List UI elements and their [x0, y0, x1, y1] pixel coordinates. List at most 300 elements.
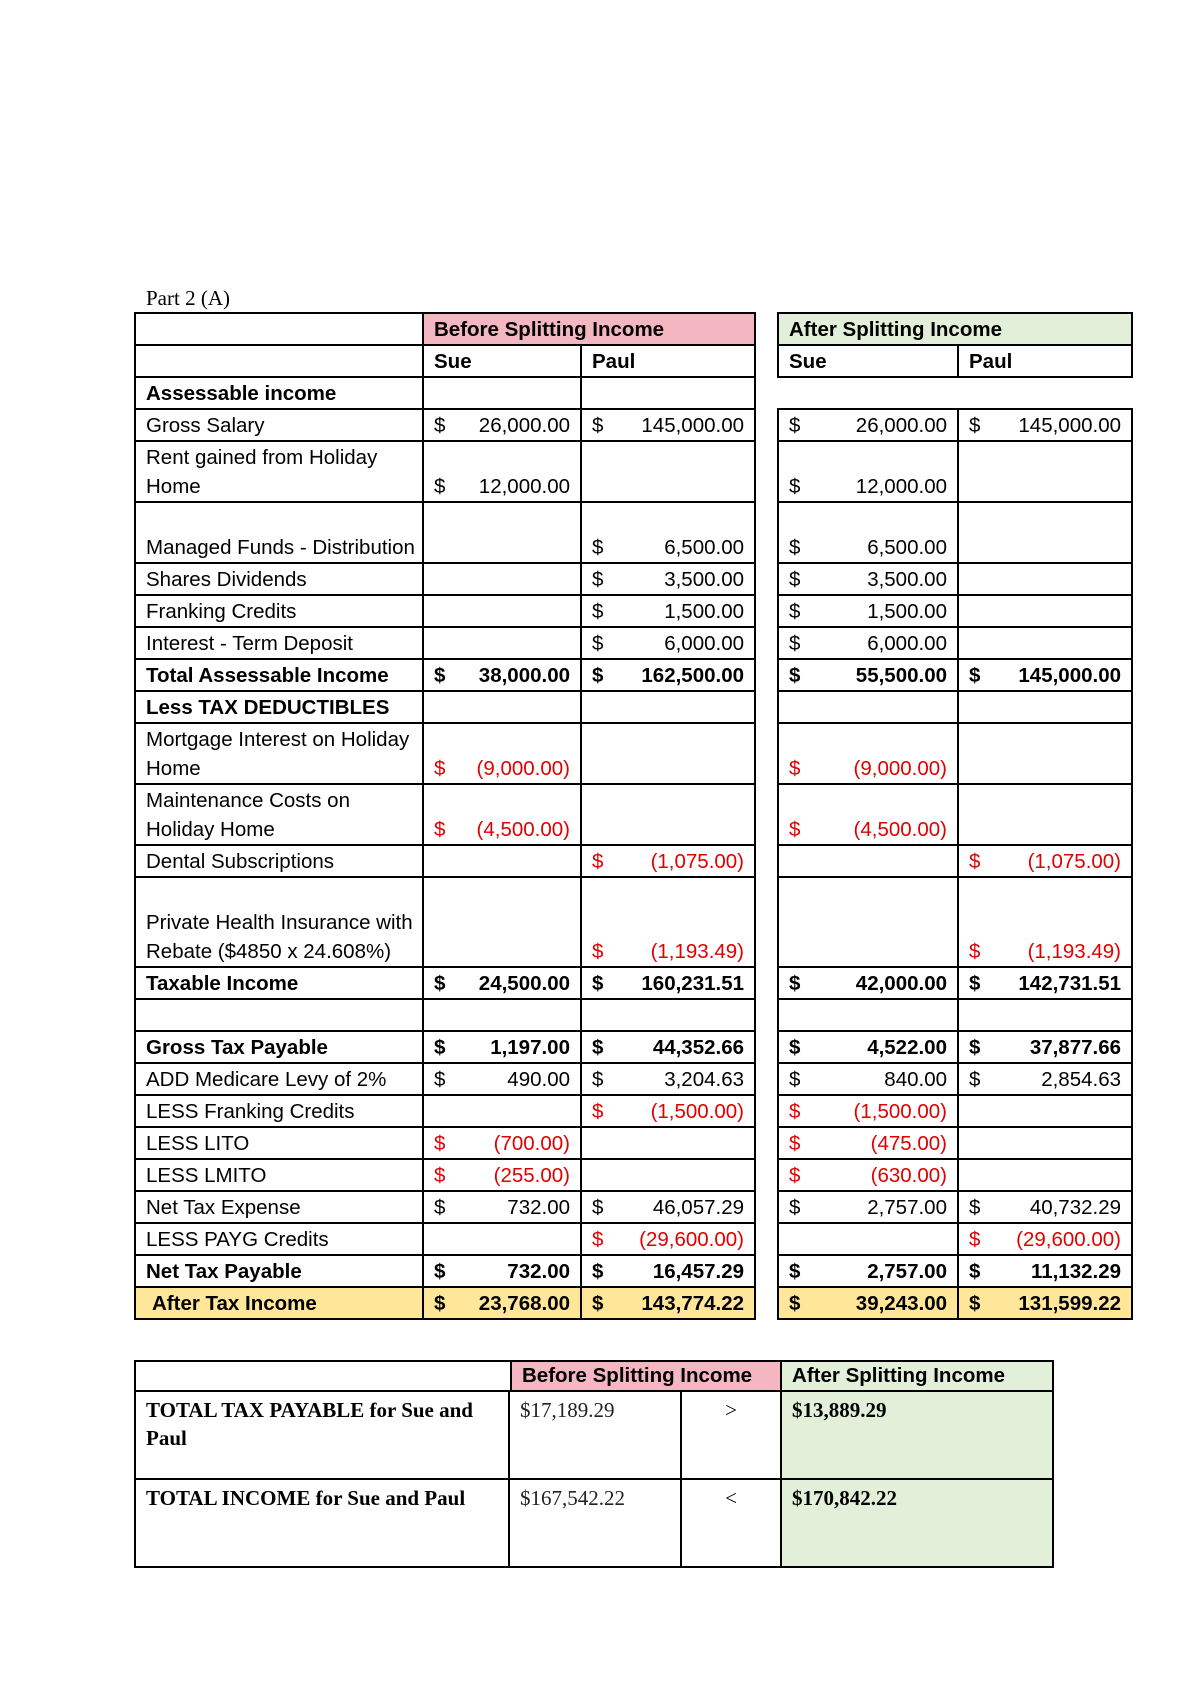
- row-label: Assessable income: [135, 377, 423, 409]
- currency-symbol: $: [789, 600, 801, 623]
- amount-value: 46,057.29: [652, 1196, 745, 1219]
- before-paul-value: [581, 1159, 755, 1191]
- amount-value: 3,500.00: [867, 568, 947, 591]
- table-row: [778, 377, 1132, 409]
- currency-symbol: $: [789, 568, 801, 591]
- currency-symbol: $: [592, 536, 604, 559]
- table-row: [135, 845, 755, 877]
- amount-value: (4,500.00): [853, 818, 947, 841]
- row-label: Rent gained from Holiday Home: [135, 441, 423, 502]
- amount-value: 490.00: [507, 1068, 570, 1091]
- amount-value: 55,500.00: [855, 664, 947, 687]
- table-row: [135, 723, 755, 784]
- after-paul-value: [958, 691, 1132, 723]
- amount-value: (1,193.49): [1027, 940, 1122, 963]
- table-row: [778, 1287, 1132, 1319]
- table-row: [135, 877, 755, 967]
- row-label: Maintenance Costs on Holiday Home: [135, 784, 423, 845]
- table-row: [135, 377, 755, 409]
- currency-symbol: $: [789, 475, 801, 498]
- currency-symbol: $: [434, 1292, 446, 1315]
- amount-value: 3,204.63: [664, 1068, 745, 1091]
- currency-symbol: $: [592, 972, 604, 995]
- table-row: [778, 1127, 1132, 1159]
- corner-cell: [135, 313, 423, 345]
- currency-symbol: $: [434, 1196, 446, 1219]
- table-row: [135, 1063, 755, 1095]
- currency-symbol: $: [969, 1292, 981, 1315]
- table-row: [778, 1095, 1132, 1127]
- before-paul-value: [581, 563, 755, 595]
- table-row: [135, 409, 755, 441]
- currency-symbol: $: [592, 600, 604, 623]
- currency-symbol: $: [969, 664, 981, 687]
- before-paul-value: [581, 1063, 755, 1095]
- amount-value: 131,599.22: [1018, 1292, 1122, 1315]
- after-sue-value: [778, 659, 958, 691]
- row-label: Less TAX DEDUCTIBLES: [135, 691, 423, 723]
- before-paul-value: [581, 595, 755, 627]
- after-paul-value: [958, 1223, 1132, 1255]
- amount-value: (29,600.00): [639, 1228, 745, 1251]
- currency-symbol: $: [789, 1260, 801, 1283]
- table-row: [135, 659, 755, 691]
- currency-symbol: $: [969, 1260, 981, 1283]
- before-paul-value: [581, 999, 755, 1031]
- before-sue-value: [423, 1287, 581, 1319]
- before-sue-value: [423, 1255, 581, 1287]
- part-title: Part 2 (A): [146, 286, 230, 310]
- amount-value: (9,000.00): [476, 757, 570, 780]
- currency-symbol: $: [592, 1292, 604, 1315]
- amount-value: (1,075.00): [650, 850, 745, 873]
- amount-value: (255.00): [493, 1164, 570, 1187]
- row-label: Interest - Term Deposit: [135, 627, 423, 659]
- currency-symbol: $: [789, 1068, 801, 1091]
- amount-value: 6,500.00: [867, 536, 947, 559]
- amount-value: 142,731.51: [1018, 972, 1122, 995]
- table-row: [778, 595, 1132, 627]
- amount-value: 6,000.00: [867, 632, 947, 655]
- before-sue-value: [423, 845, 581, 877]
- currency-symbol: $: [969, 972, 981, 995]
- before-sue-value: [423, 1095, 581, 1127]
- amount-value: 6,000.00: [664, 632, 745, 655]
- currency-symbol: $: [969, 414, 981, 437]
- before-sue-value: [423, 441, 581, 502]
- after-paul-value: [958, 1287, 1132, 1319]
- table-row: [135, 1031, 755, 1063]
- currency-symbol: $: [592, 850, 604, 873]
- row-label: Shares Dividends: [135, 563, 423, 595]
- summary-before-income: $167,542.22: [509, 1479, 681, 1567]
- table-row: [778, 441, 1132, 502]
- amount-value: 145,000.00: [1018, 664, 1122, 687]
- currency-symbol: $: [434, 414, 446, 437]
- after-paul-value: [958, 723, 1132, 784]
- amount-value: 143,774.22: [641, 1292, 745, 1315]
- currency-symbol: $: [434, 1068, 446, 1091]
- currency-symbol: $: [789, 972, 801, 995]
- after-paul-value: [958, 999, 1132, 1031]
- after-paul-value: [958, 627, 1132, 659]
- before-paul-value: [581, 967, 755, 999]
- row-label: [135, 999, 423, 1031]
- before-paul-value: [581, 1191, 755, 1223]
- amount-value: 26,000.00: [478, 414, 570, 437]
- before-sue-value: [423, 1127, 581, 1159]
- before-sue-value: [423, 784, 581, 845]
- currency-symbol: $: [434, 664, 446, 687]
- before-sue-value: [423, 1031, 581, 1063]
- after-paul-value: [958, 441, 1132, 502]
- table-row: [135, 502, 755, 563]
- amount-value: 2,757.00: [867, 1260, 947, 1283]
- table-row: [135, 691, 755, 723]
- currency-symbol: $: [969, 1196, 981, 1219]
- table-row: [135, 1191, 755, 1223]
- summary-after-income: $170,842.22: [781, 1479, 1053, 1567]
- currency-symbol: $: [789, 414, 801, 437]
- before-sue-header: Sue: [423, 345, 581, 377]
- before-sue-value: [423, 595, 581, 627]
- row-label: Private Health Insurance with Rebate ($4850 x 24.608%): [135, 877, 423, 967]
- after-sue-value: [778, 691, 958, 723]
- amount-value: (4,500.00): [476, 818, 570, 841]
- amount-value: (1,075.00): [1027, 850, 1122, 873]
- currency-symbol: $: [434, 818, 446, 841]
- currency-symbol: $: [592, 568, 604, 591]
- table-row: [135, 595, 755, 627]
- before-paul-value: [581, 441, 755, 502]
- summary-before-tax: $17,189.29: [509, 1391, 681, 1479]
- after-sue-value: [778, 1063, 958, 1095]
- before-paul-value: [581, 502, 755, 563]
- table-row: [778, 723, 1132, 784]
- after-sue-value: [778, 595, 958, 627]
- table-row: [778, 627, 1132, 659]
- table-row: [778, 563, 1132, 595]
- after-sue-value: [778, 377, 958, 409]
- before-sue-value: [423, 877, 581, 967]
- currency-symbol: $: [789, 536, 801, 559]
- after-paul-value: [958, 1095, 1132, 1127]
- after-sue-value: [778, 1127, 958, 1159]
- currency-symbol: $: [969, 1068, 981, 1091]
- before-paul-value: [581, 409, 755, 441]
- row-label: LESS Franking Credits: [135, 1095, 423, 1127]
- after-sue-value: [778, 1287, 958, 1319]
- currency-symbol: $: [592, 1068, 604, 1091]
- currency-symbol: $: [789, 1036, 801, 1059]
- currency-symbol: $: [592, 632, 604, 655]
- currency-symbol: $: [789, 1132, 801, 1155]
- amount-value: 2,757.00: [867, 1196, 947, 1219]
- currency-symbol: $: [434, 1260, 446, 1283]
- amount-value: 732.00: [507, 1196, 570, 1219]
- table-row: [135, 1287, 755, 1319]
- after-paul-value: [958, 563, 1132, 595]
- amount-value: 39,243.00: [855, 1292, 947, 1315]
- after-sue-value: [778, 1191, 958, 1223]
- after-paul-header: Paul: [958, 345, 1132, 377]
- currency-symbol: $: [434, 1132, 446, 1155]
- currency-symbol: $: [592, 414, 604, 437]
- amount-value: (1,193.49): [650, 940, 745, 963]
- summary-label-tax: TOTAL TAX PAYABLE for Sue and Paul: [135, 1391, 509, 1479]
- before-paul-value: [581, 845, 755, 877]
- amount-value: (1,500.00): [650, 1100, 745, 1123]
- currency-symbol: $: [434, 475, 446, 498]
- table-row: [778, 1159, 1132, 1191]
- amount-value: (1,500.00): [853, 1100, 947, 1123]
- amount-value: 42,000.00: [855, 972, 947, 995]
- amount-value: 162,500.00: [641, 664, 745, 687]
- amount-value: 12,000.00: [855, 475, 947, 498]
- after-paul-value: [958, 659, 1132, 691]
- amount-value: 160,231.51: [641, 972, 745, 995]
- summary-before-header: Before Splitting Income: [512, 1362, 780, 1390]
- after-paul-value: [958, 845, 1132, 877]
- currency-symbol: $: [592, 1260, 604, 1283]
- amount-value: 11,132.29: [1030, 1260, 1122, 1283]
- currency-symbol: $: [789, 632, 801, 655]
- summary-after-tax: $13,889.29: [781, 1391, 1053, 1479]
- after-paul-value: [958, 1127, 1132, 1159]
- row-label: Franking Credits: [135, 595, 423, 627]
- before-sue-value: [423, 627, 581, 659]
- row-label: Mortgage Interest on Holiday Home: [135, 723, 423, 784]
- after-paul-value: [958, 1159, 1132, 1191]
- before-splitting-header: Before Splitting Income: [423, 313, 755, 345]
- before-sue-value: [423, 659, 581, 691]
- row-label: Taxable Income: [135, 967, 423, 999]
- after-sue-value: [778, 409, 958, 441]
- table-row: [778, 877, 1132, 967]
- table-row: [778, 1031, 1132, 1063]
- before-sue-value: [423, 691, 581, 723]
- after-paul-value: [958, 784, 1132, 845]
- amount-value: 12,000.00: [478, 475, 570, 498]
- before-sue-value: [423, 1063, 581, 1095]
- amount-value: 26,000.00: [855, 414, 947, 437]
- table-row: [135, 1095, 755, 1127]
- after-splitting-header: After Splitting Income: [778, 313, 1132, 345]
- currency-symbol: $: [789, 757, 801, 780]
- table-row: [778, 659, 1132, 691]
- currency-symbol: $: [592, 1036, 604, 1059]
- summary-compare-tax: >: [681, 1391, 781, 1479]
- before-sue-value: [423, 1223, 581, 1255]
- row-label: After Tax Income: [135, 1287, 423, 1319]
- table-row: [135, 784, 755, 845]
- after-sue-value: [778, 967, 958, 999]
- currency-symbol: $: [592, 1196, 604, 1219]
- row-label: Gross Tax Payable: [135, 1031, 423, 1063]
- table-row: [135, 1255, 755, 1287]
- after-sue-value: [778, 1255, 958, 1287]
- amount-value: 1,500.00: [664, 600, 745, 623]
- summary-table: [134, 1360, 1054, 1568]
- currency-symbol: $: [592, 1228, 604, 1251]
- amount-value: (9,000.00): [853, 757, 947, 780]
- before-sue-value: [423, 723, 581, 784]
- before-paul-header: Paul: [581, 345, 755, 377]
- after-paul-value: [958, 1191, 1132, 1223]
- table-row: [135, 1127, 755, 1159]
- after-paul-value: [958, 595, 1132, 627]
- amount-value: 40,732.29: [1029, 1196, 1122, 1219]
- after-paul-value: [958, 502, 1132, 563]
- currency-symbol: $: [789, 1292, 801, 1315]
- currency-symbol: $: [434, 1164, 446, 1187]
- after-sue-value: [778, 999, 958, 1031]
- after-sue-value: [778, 627, 958, 659]
- after-sue-value: [778, 845, 958, 877]
- before-sue-value: [423, 967, 581, 999]
- currency-symbol: $: [789, 1164, 801, 1187]
- currency-symbol: $: [434, 1036, 446, 1059]
- currency-symbol: $: [789, 1196, 801, 1219]
- before-paul-value: [581, 784, 755, 845]
- amount-value: (475.00): [870, 1132, 947, 1155]
- after-paul-value: [958, 877, 1132, 967]
- table-row: [778, 409, 1132, 441]
- before-sue-value: [423, 1191, 581, 1223]
- row-label: Gross Salary: [135, 409, 423, 441]
- amount-value: 6,500.00: [664, 536, 745, 559]
- table-row: [135, 967, 755, 999]
- before-paul-value: [581, 723, 755, 784]
- currency-symbol: $: [969, 850, 981, 873]
- currency-symbol: $: [789, 818, 801, 841]
- currency-symbol: $: [592, 664, 604, 687]
- row-label: LESS LITO: [135, 1127, 423, 1159]
- amount-value: (630.00): [870, 1164, 947, 1187]
- after-sue-value: [778, 563, 958, 595]
- after-sue-value: [778, 502, 958, 563]
- summary-after-header: After Splitting Income: [781, 1361, 1053, 1391]
- after-sue-value: [778, 723, 958, 784]
- currency-symbol: $: [434, 972, 446, 995]
- table-row: [135, 627, 755, 659]
- amount-value: 2,854.63: [1041, 1068, 1122, 1091]
- row-label: Net Tax Expense: [135, 1191, 423, 1223]
- amount-value: 16,457.29: [652, 1260, 745, 1283]
- before-sue-value: [423, 563, 581, 595]
- row-label: Dental Subscriptions: [135, 845, 423, 877]
- table-row: [778, 1223, 1132, 1255]
- before-sue-value: [423, 502, 581, 563]
- currency-symbol: $: [592, 940, 604, 963]
- after-paul-value: [958, 1063, 1132, 1095]
- table-row: [135, 1223, 755, 1255]
- amount-value: 3,500.00: [664, 568, 745, 591]
- table-row: [135, 441, 755, 502]
- currency-symbol: $: [969, 1036, 981, 1059]
- before-paul-value: [581, 1223, 755, 1255]
- before-sue-value: [423, 1159, 581, 1191]
- amount-value: 840.00: [884, 1068, 947, 1091]
- before-paul-value: [581, 1255, 755, 1287]
- before-paul-value: [581, 877, 755, 967]
- row-label: Managed Funds - Distribution: [135, 502, 423, 563]
- before-splitting-table: [134, 312, 756, 1320]
- table-row: [778, 1255, 1132, 1287]
- amount-value: 1,197.00: [490, 1036, 570, 1059]
- before-sue-value: [423, 999, 581, 1031]
- after-sue-value: [778, 1031, 958, 1063]
- table-row: [135, 563, 755, 595]
- after-sue-header: Sue: [778, 345, 958, 377]
- row-label: Net Tax Payable: [135, 1255, 423, 1287]
- after-paul-value: [958, 377, 1132, 409]
- currency-symbol: $: [592, 1100, 604, 1123]
- amount-value: 145,000.00: [641, 414, 745, 437]
- currency-symbol: $: [969, 1228, 981, 1251]
- after-sue-value: [778, 784, 958, 845]
- row-label: LESS PAYG Credits: [135, 1223, 423, 1255]
- after-sue-value: [778, 1095, 958, 1127]
- amount-value: 23,768.00: [478, 1292, 570, 1315]
- row-label: Total Assessable Income: [135, 659, 423, 691]
- before-paul-value: [581, 1287, 755, 1319]
- before-paul-value: [581, 1095, 755, 1127]
- table-row: [778, 691, 1132, 723]
- amount-value: 24,500.00: [478, 972, 570, 995]
- corner-cell: [135, 345, 423, 377]
- row-label: LESS LMITO: [135, 1159, 423, 1191]
- table-row: [778, 845, 1132, 877]
- table-row: [778, 999, 1132, 1031]
- currency-symbol: $: [969, 940, 981, 963]
- after-paul-value: [958, 409, 1132, 441]
- currency-symbol: $: [789, 1100, 801, 1123]
- amount-value: (700.00): [493, 1132, 570, 1155]
- after-sue-value: [778, 441, 958, 502]
- amount-value: 145,000.00: [1018, 414, 1122, 437]
- before-sue-value: [423, 409, 581, 441]
- currency-symbol: $: [434, 757, 446, 780]
- after-sue-value: [778, 877, 958, 967]
- before-paul-value: [581, 691, 755, 723]
- amount-value: 732.00: [507, 1260, 570, 1283]
- table-row: [778, 502, 1132, 563]
- table-row: [778, 1191, 1132, 1223]
- before-paul-value: [581, 627, 755, 659]
- before-paul-value: [581, 1127, 755, 1159]
- amount-value: 1,500.00: [867, 600, 947, 623]
- before-paul-value: [581, 1031, 755, 1063]
- amount-value: 44,352.66: [652, 1036, 745, 1059]
- amount-value: 37,877.66: [1029, 1036, 1122, 1059]
- after-paul-value: [958, 967, 1132, 999]
- after-sue-value: [778, 1159, 958, 1191]
- table-row: [135, 1159, 755, 1191]
- summary-compare-income: <: [681, 1479, 781, 1567]
- amount-value: 4,522.00: [867, 1036, 947, 1059]
- table-row: [778, 784, 1132, 845]
- before-sue-value: [423, 377, 581, 409]
- after-splitting-table: [777, 312, 1133, 1320]
- currency-symbol: $: [789, 664, 801, 687]
- table-row: [135, 999, 755, 1031]
- before-paul-value: [581, 659, 755, 691]
- amount-value: 38,000.00: [478, 664, 570, 687]
- summary-label-income: TOTAL INCOME for Sue and Paul: [135, 1479, 509, 1567]
- before-paul-value: [581, 377, 755, 409]
- table-row: [778, 1063, 1132, 1095]
